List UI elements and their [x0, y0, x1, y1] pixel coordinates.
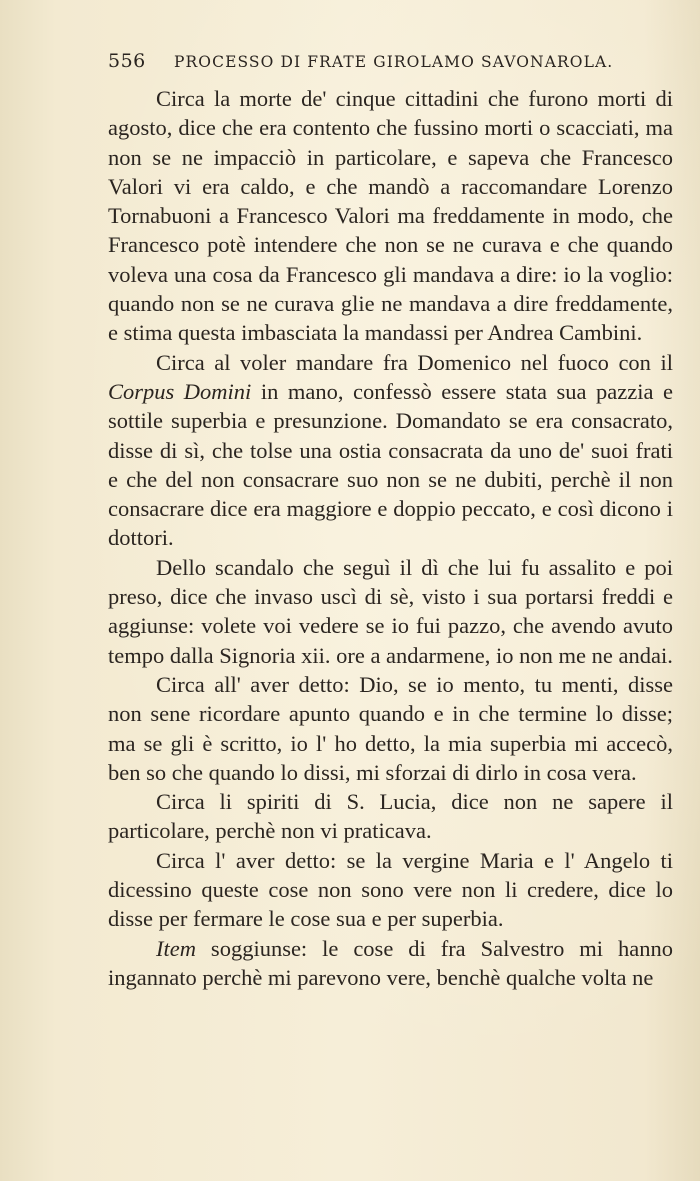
paragraph-text: Circa la morte de' cinque cittadini che furono morti di agosto, dice che era contento che fussino morti o scacciati, ma non se ne impacciò in particolare, e sapeva che Francesco Valori vi era caldo, e che mandò a raccomandare Lorenzo Tornabuoni a Francesco Valori ma freddamente in modo, che Francesco potè intendere che non se ne curava e che quando voleva una cosa da Francesco gli mandava a dire: io la voglio: quando non se ne curava glie ne mandava a dire freddamente, e stima questa imbasciata la mandassi per Andrea Cambini. — [108, 86, 673, 346]
paragraph-text: Circa li spiriti di S. Lucia, dice non ne sapere il particolare, perchè non vi praticava. — [108, 789, 673, 844]
paragraph — [108, 84, 673, 348]
body-text — [108, 84, 673, 992]
paragraph-text: soggiunse: le cose di fra Salvestro mi hanno ingannato perchè mi parevono vere, benchè qualche volta ne — [108, 935, 673, 990]
italic-phrase: Item — [156, 935, 196, 961]
page-number: 556 — [108, 50, 146, 72]
page-header — [108, 50, 613, 80]
paragraph — [108, 787, 673, 846]
paragraph — [108, 934, 673, 993]
paragraph-text: Circa all' aver detto: Dio, se io mento, tu menti, disse non sene ricordare apunto quando e in che termine lo disse; ma se gli è scritto, io l' ho detto, la mia superbia mi accecò, ben so che quando lo dissi, mi sforzai di dirlo in cosa vera. — [108, 671, 673, 785]
paragraph — [108, 553, 673, 670]
paragraph — [108, 670, 673, 787]
paragraph — [108, 348, 673, 553]
running-title: PROCESSO DI FRATE GIROLAMO SAVONAROLA. — [174, 53, 614, 71]
paragraph-text: Dello scandalo che seguì il dì che lui fu assalito e poi preso, dice che invaso uscì di sè, visto i sua portarsi freddi e aggiunse: volete voi vedere se io fui pazzo, che avendo avuto tempo dalla Signoria xii. ore a andarmene, io non me ne andai. — [108, 554, 673, 668]
paragraph-text: in mano, confessò essere stata sua pazzia e sottile superbia e presunzione. Domandato se era consacrato, disse di sì, che tolse una ostia consacrata da uno de' suoi frati e che del non consacrare suo non se ne dubiti, perchè il non consacrare dice era maggiore e doppio peccato, e così dicono i dottori. — [108, 378, 673, 551]
italic-phrase: Corpus Domini — [108, 378, 252, 404]
paragraph-lead-text: Circa al voler mandare fra Domenico nel fuoco con il — [156, 349, 673, 375]
paragraph-text: Circa l' aver detto: se la vergine Maria e l' Angelo ti dicessino queste cose non sono vere non li credere, dice lo disse per fermare le cose sua e per superbia. — [108, 847, 673, 932]
paragraph — [108, 846, 673, 934]
